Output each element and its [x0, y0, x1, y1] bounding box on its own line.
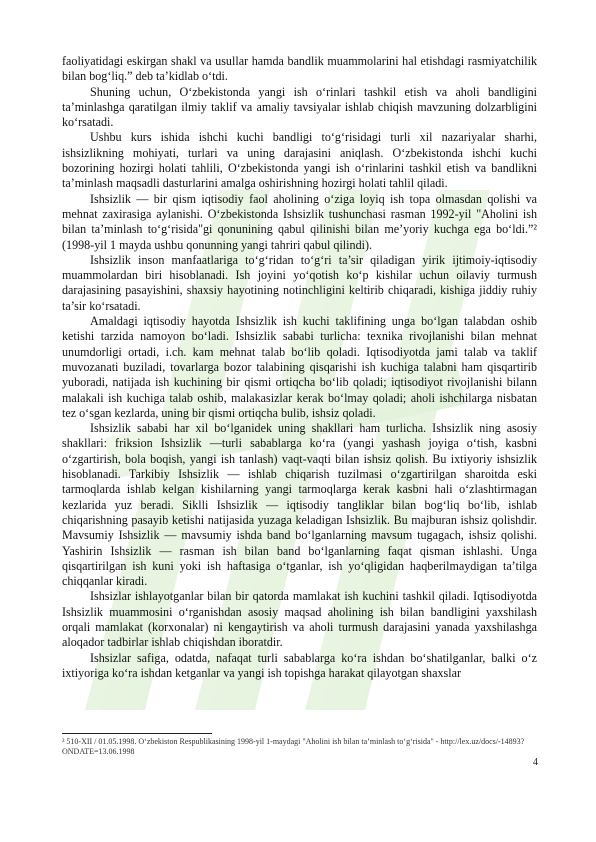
- paragraph: Ushbu kurs ishida ishchi kuchi bandligi to‘g‘risidagi turli xil nazariyalar sharhi, ishsizlikning mohiyati, turlari va uning darajasini aniqlash. O‘zbekistonda ishchi kuchi bozorining hozirgi holati tahlili, O‘zbekistonda yangi ish o‘rinlarini tashkil etish va bandlikni ta’minlash maqsadli dasturlarini amalga oshirishning hozirgi holati tahlil qiladi.: [62, 130, 537, 191]
- footnote-divider: [62, 733, 212, 734]
- paragraph: Amaldagi iqtisodiy hayotda Ishsizlik ish kuchi taklifining unga bo‘lgan talabdan oshib ketishi tarzida namoyon bo‘ladi. Ishsizlik sababi turlicha: texnika rivojlanishi bilan mehnat unumdorligi ortadi, i.ch. kam mehnat talab bo‘lib qoladi. Iqtisodiyotda jami talab va taklif muvozanati buziladi, tovarlarga bozor talabining qisqarishi ish kuchiga talabni ham qisqartirib yuboradi, natijada ish kuchining bir qismi ortiqcha bo‘lib qoladi; iqtisodiyot rivojlanishi bilann malakali ish kuchiga talab oshib, malakasizlar kerak bo‘lmay qoladi; aholi ishchilarga nisbatan tez o‘sgan kezlarda, uning bir qismi ortiqcha bulib, ishsiz qoladi.: [62, 314, 537, 420]
- paragraph: Shuning uchun, O‘zbekistonda yangi ish o‘rinlari tashkil etish va aholi bandligini ta’minlashga qaratilgan ilmiy taklif va amaliy tavsiyalar ishlab chiqish mavzuning dolzarbligini ko‘rsatadi.: [62, 84, 537, 130]
- paragraph: Ishsizlik — bir qism iqtisodiy faol aholining o‘ziga loyiq ish topa olmasdan qolishi va mehnat zaxirasiga aylanishi. O‘zbekistonda Ishsizlik tushunchasi rasman 1992-yil "Aholini ish bilan ta’minlash to‘g‘risida"gi qonunining qabul qilinishi bilan me’yoriy kuchga ega bo‘ldi.”² (1998-yil 1 mayda ushbu qonunning yangi tahriri qabul qilindi).: [62, 191, 537, 252]
- paragraph: Ishsizlar ishlayotganlar bilan bir qatorda mamlakat ish kuchini tashkil qiladi. Iqtisodiyotda Ishsizlik muammosini o‘rganishdan asosiy maqsad aholining ish bilan bandligini yaxshilash orqali mamlakat (korxonalar) ni kengaytirish va aholi turmush darajasini yanada yaxshilashga aloqador tadbirlar ishlab chiqishdan iboratdir.: [62, 589, 537, 650]
- document-page: [62, 54, 537, 681]
- paragraph: faoliyatidagi eskirgan shakl va usullar hamda bandlik muammolarini hal etishdagi rasmiyatchilik bilan bog‘liq.” deb ta’kidlab o‘tdi.: [62, 54, 537, 84]
- body-text: [62, 54, 537, 681]
- paragraph: Ishsizlik sababi har xil bo‘lganidek uning shakllari ham turlicha. Ishsizlik ning asosiy shakllari: friksion Ishsizlik —turli sabablarga ko‘ra (yangi yashash joyiga o‘tish, kasbni o‘zgartirish, bola boqish, yangi ish tanlash) vaqt-vaqti bilan ishsiz qolish. Bu ixtiyoriy ishsizlik hisoblanadi. Tarkibiy Ishsizlik — ishlab chiqarish tuzilmasi o‘zgartirilgan sharoitda eski tarmoqlarda ishlab kelgan kishilarning yangi tarmoqlarga kerak kasbni hali o‘zlashtirmagan kezlarida yuz beradi. Siklli Ishsizlik — iqtisodiy tangliklar bilan bog‘liq bo‘lib, ishlab chiqarishning pasayib ketishi natijasida yuzaga keladigan Ishsizlik. Bu majburan ishsiz qolishdir. Mavsumiy Ishsizlik — mavsumiy ishda band bo‘lganlarning mavsum tugagach, ishsiz qolishi. Yashirin Ishsizlik — rasman ish bilan band bo‘lganlarning faqat qisman ishlashi. Unga qisqartirilgan ish kuni yoki ish haftasiga o‘tganlar, ish yo‘qligidan haqberilmaydigan ta’tilga chiqqanlar kiradi.: [62, 421, 537, 589]
- paragraph: Ishsizlik inson manfaatlariga to‘g‘ridan to‘g‘ri ta’sir qiladigan yirik ijtimoiy-iqtisodiy muammolardan biri hisoblanadi. Ish joyini yo‘qotish ko‘p kishilar uchun oilaviy turmush darajasining pasayishini, shaxsiy hayotining notinchligini keltirib chiqaradi, kishiga jiddiy ruhiy ta’sir ko‘rsatadi.: [62, 252, 537, 313]
- paragraph: Ishsizlar safiga, odatda, nafaqat turli sabablarga ko‘ra ishdan bo‘shatilganlar, balki o‘z ixtiyoriga ko‘ra ishdan ketganlar va yangi ish topishga harakat qilayotgan shaxslar: [62, 650, 537, 680]
- footnote: ² 510-XII / 01.05.1998. O‘zbekiston Respublikasining 1998-yil 1-maydagi "Aholini ish bilan ta’minlash to‘g‘risida" - http://lex.uz/docs/-14893?ONDATE=13.06.1998: [62, 737, 525, 756]
- page-number: 4: [533, 757, 538, 768]
